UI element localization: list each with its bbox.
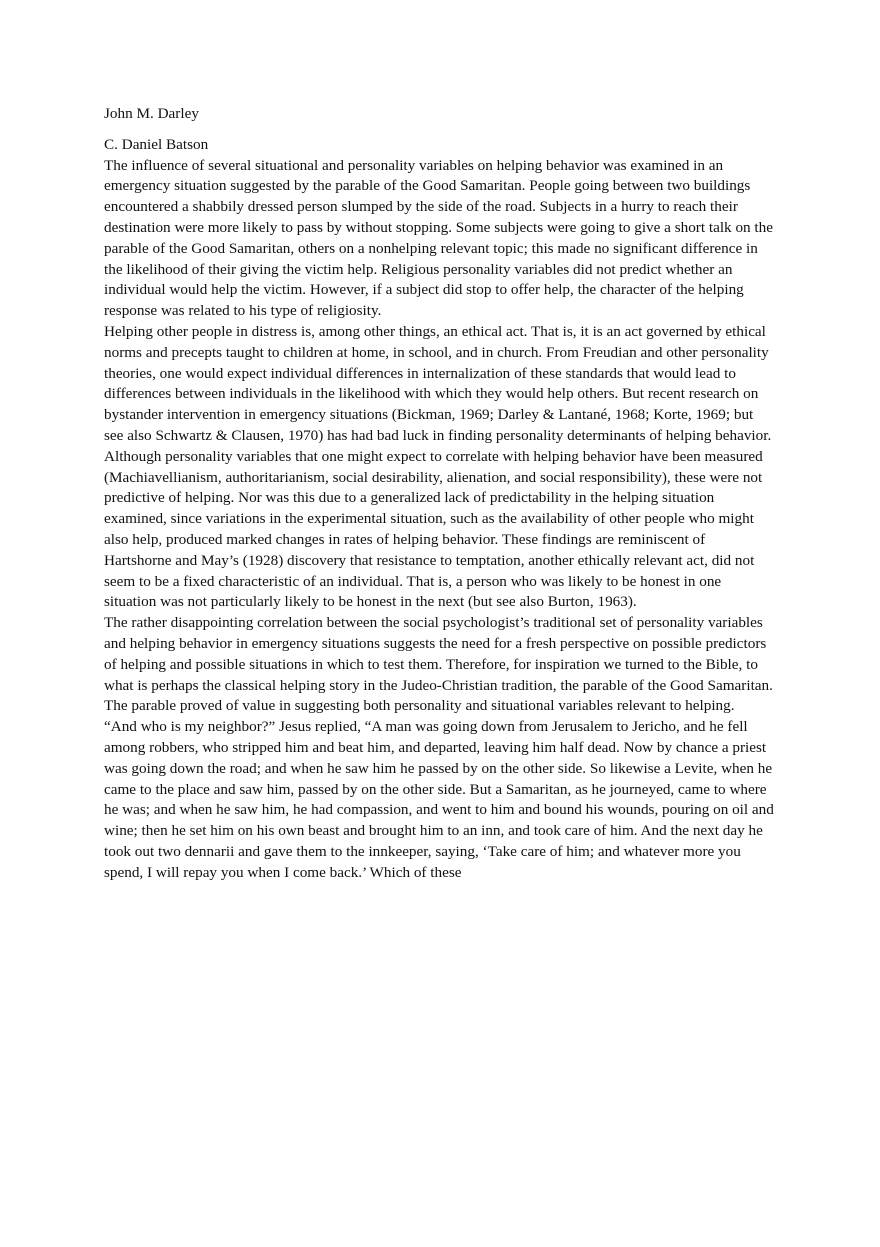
page-content <box>104 104 776 883</box>
introduction-paragraph-1: Helping other people in distress is, among other things, an ethical act. That is, it is an act governed by ethical norms and precepts taught to children at home, in school, and in church. From Freudian and other personality theories, one would expect individual differences in internalization of these standards that would lead to differences between individuals in the likelihood with which they would help others. But recent research on bystander intervention in emergency situations (Bickman, 1969; Darley & Lantané, 1968; Korte, 1969; but see also Schwartz & Clausen, 1970) has had bad luck in finding personality determinants of helping behavior. Although personality variables that one might expect to correlate with helping behavior have been measured (Machiavellianism, authoritarianism, social desirability, alienation, and social responsibility), these were not predictive of helping. Nor was this due to a generalized lack of predictability in the helping situation examined, since variations in the experimental situation, such as the availability of other people who might also help, produced marked changes in rates of helping behavior. These findings are reminiscent of Hartshorne and May’s (1928) discovery that resistance to temptation, another ethically relevant act, did not seem to be a fixed characteristic of an individual. That is, a person who was likely to be honest in one situation was not particularly likely to be honest in the next (but see also Burton, 1963). <box>104 322 772 611</box>
abstract-paragraph: The influence of several situational and personality variables on helping behavior was examined in an emergency situation suggested by the parable of the Good Samaritan. People going between two buildings encountered a shabbily dressed person slumped by the side of the road. Subjects in a hurry to reach their destination were more likely to pass by without stopping. Some subjects were going to give a short talk on the parable of the Good Samaritan, others on a nonhelping relevant topic; this made no significant difference in the likelihood of their giving the victim help. Religious personality variables did not predict whether an individual would help the victim. However, if a subject did stop to offer help, the character of the helping response was related to his type of religiosity. <box>104 156 773 320</box>
introduction-paragraph-2: The rather disappointing correlation between the social psychologist’s traditional set of personality variables and helping behavior in emergency situations suggests the need for a fresh perspective on possible predictors of helping and possible situations in which to test them. Therefore, for inspiration we turned to the Bible, to what is perhaps the classical helping story in the Judeo-Christian tradition, the parable of the Good Samaritan. The parable proved of value in suggesting both personality and situational variables relevant to helping. <box>104 614 773 715</box>
parable-quotation: “And who is my neighbor?” Jesus replied, “A man was going down from Jerusalem to Jericho, and he fell among robbers, who stripped him and beat him, and departed, leaving him half dead. Now by chance a priest was going down the road; and when he saw him he passed by on the other side. So likewise a Levite, when he came to the place and saw him, passed by on the other side. But a Samaritan, as he journeyed, came to where he was; and when he saw him, he had compassion, and went to him and bound his wounds, pouring on oil and wine; then he set him on his own beast and brought him to an inn, and took care of him. And the next day he took out two dennarii and gave them to the innkeeper, saying, ‘Take care of him; and whatever more you spend, I will repay you when I come back.’ Which of these <box>104 718 774 881</box>
author-name: C. Daniel Batson <box>104 135 209 153</box>
author-name: John M. Darley <box>104 105 199 122</box>
